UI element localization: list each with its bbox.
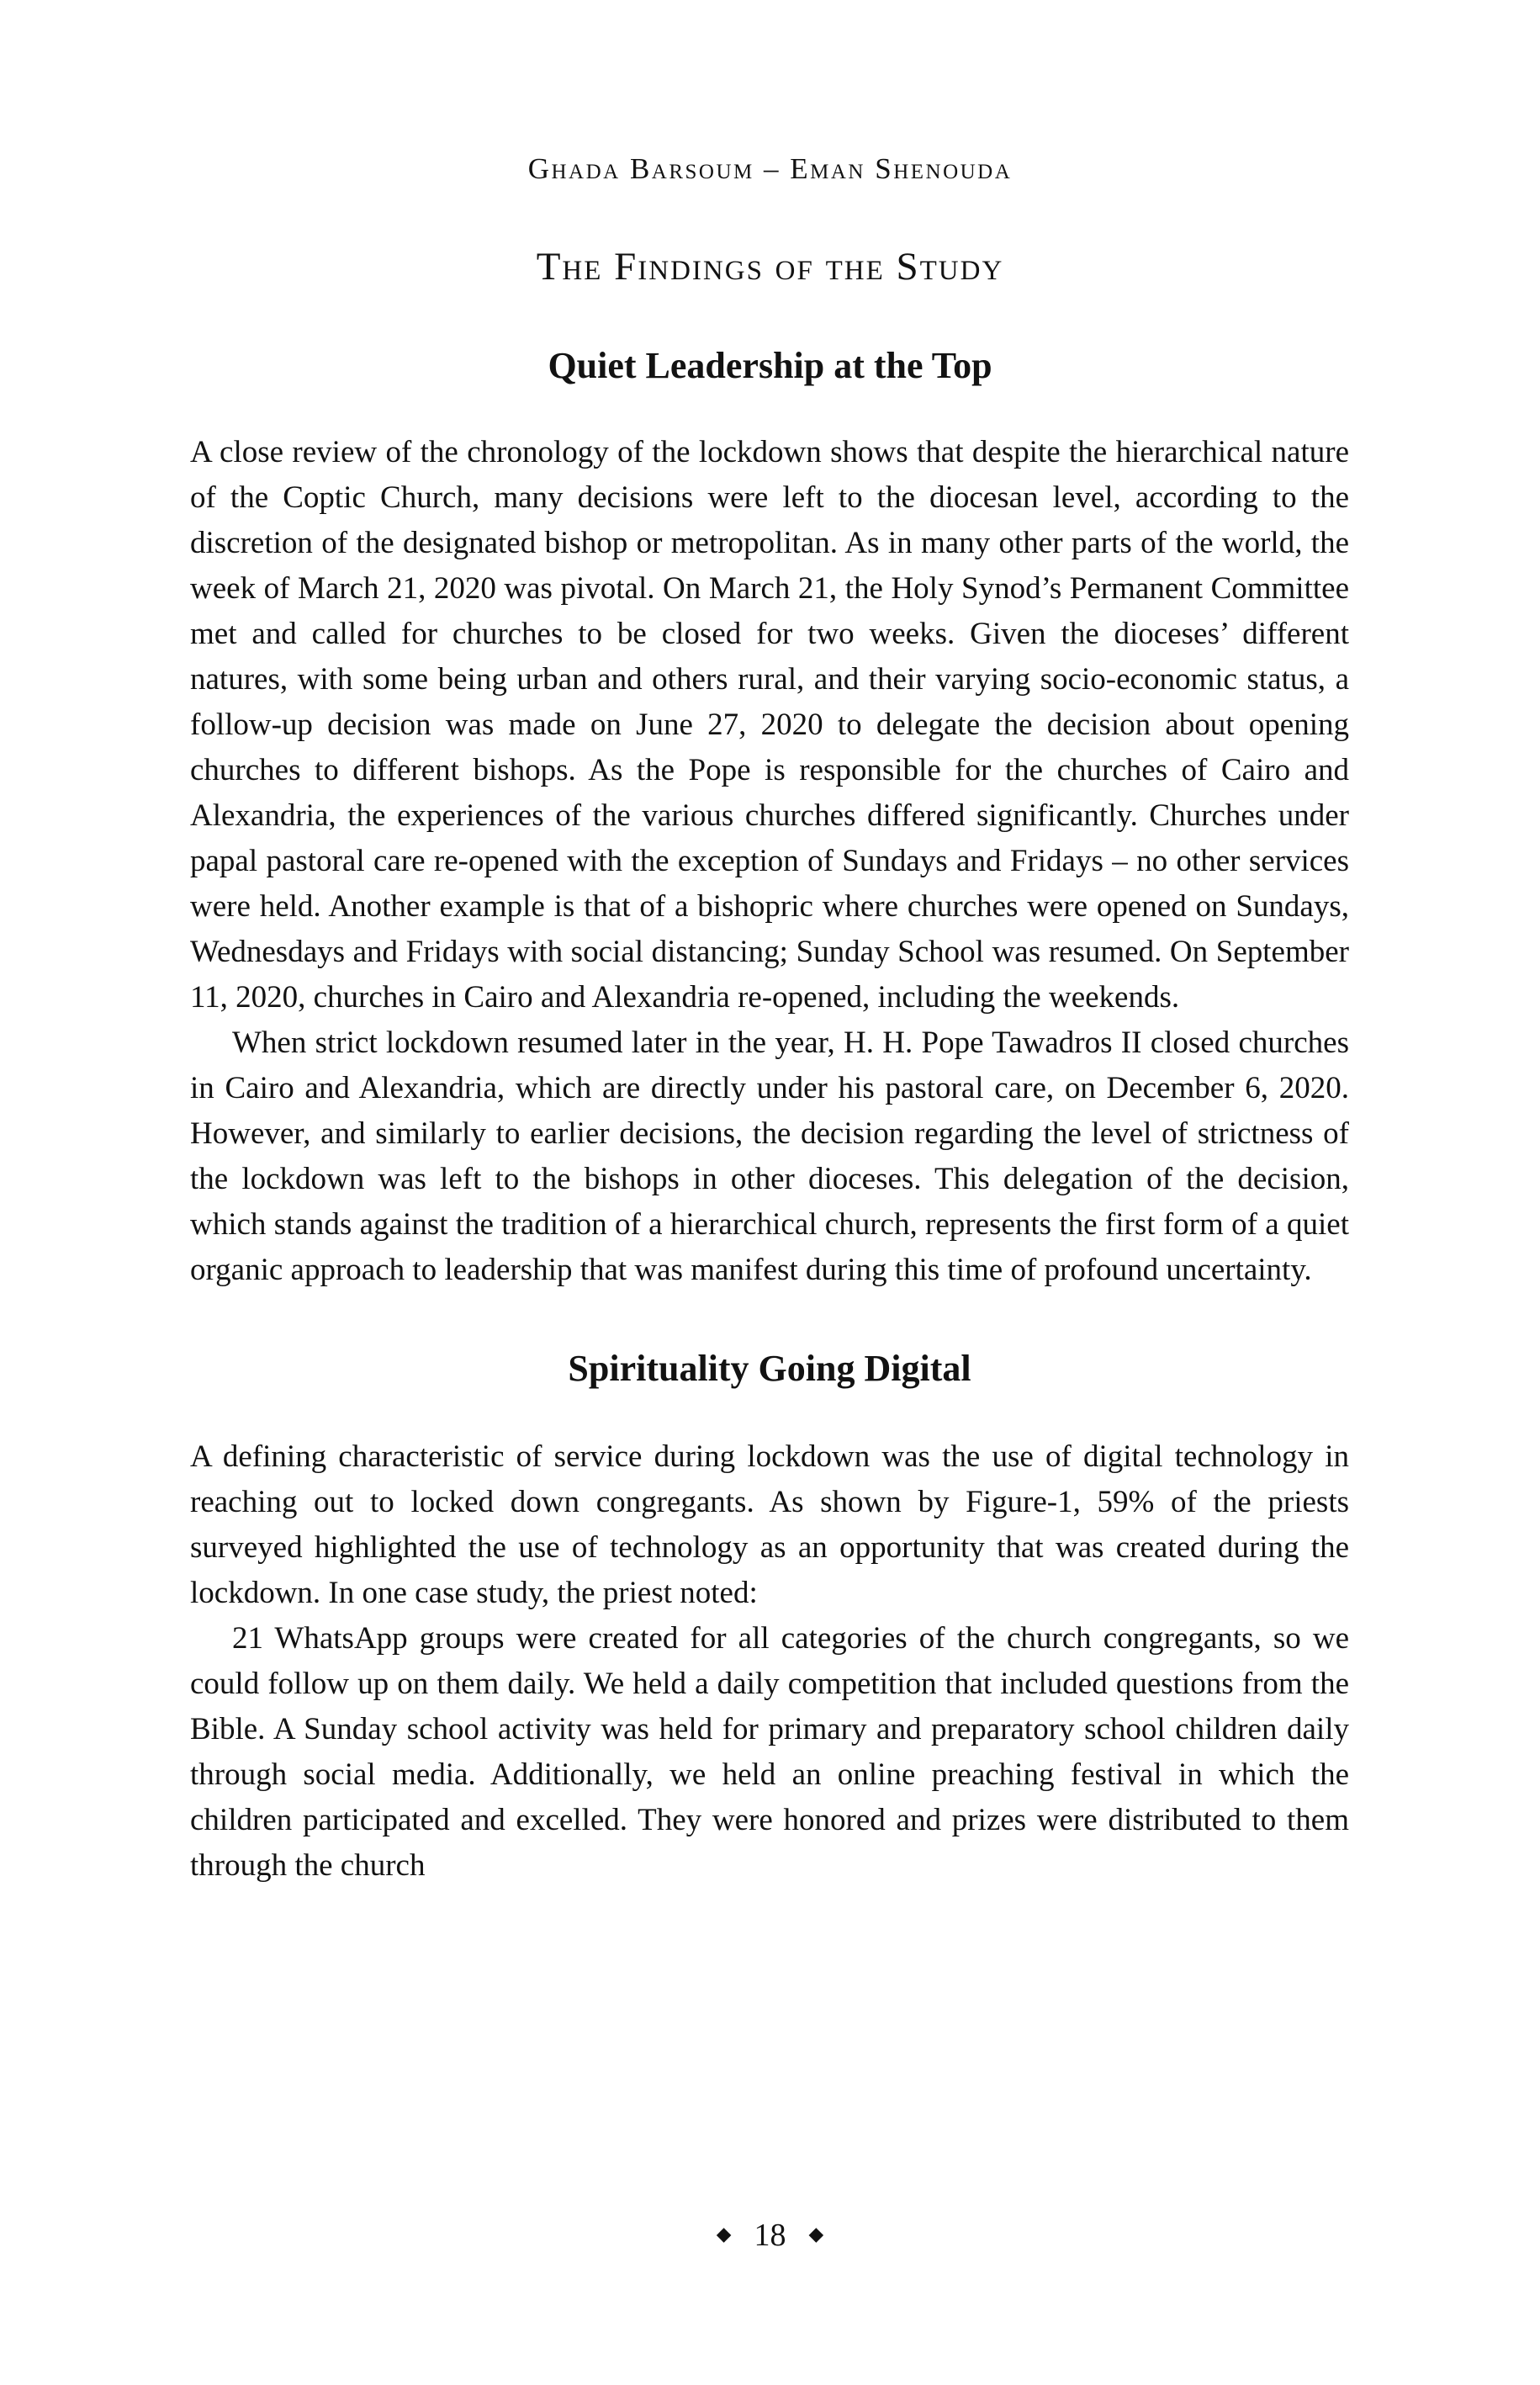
- page-number: 18: [754, 2218, 786, 2253]
- running-head: Ghada Barsoum – Eman Shenouda: [527, 152, 1013, 185]
- diamond-ornament-right: ◆: [808, 2223, 824, 2245]
- body-text: [190, 430, 1349, 1889]
- paragraph-lockdown-chronology: A close review of the chronology of the lockdown shows that despite the hierarchical nature of the Coptic Church, many decisions were left to the diocesan level, according to the discretion of the designated bishop or metropolitan. As in many other parts of the world, the week of March 21, 2020 was pivotal. On March 21, the Holy Synod’s Permanent Committee met and called for churches to be closed for two weeks. Given the dioceses’ different natures, with some being urban and others rural, and their varying socio-economic status, a follow-up decision was made on June 27, 2020 to delegate the decision about opening churches to different bishops. As the Pope is responsible for the churches of Cairo and Alexandria, the experiences of the various churches differed significantly. Churches under papal pastoral care re-opened with the exception of Sundays and Fridays – no other services were held. Another example is that of a bishopric where churches were opened on Sundays, Wednesdays and Fridays with social distancing; Sunday School was resumed. On September 11, 2020, churches in Cairo and Alexandria re-opened, including the weekends.: [190, 435, 1349, 1015]
- subsection-heading-quiet-leadership: Quiet Leadership at the Top: [548, 345, 992, 386]
- paragraph-whatsapp-quote: 21 WhatsApp groups were created for all categories of the church congregants, so we could follow up on them daily. We held a daily competition that included questions from the Bible. A Sunday school activity was held for primary and preparatory school children daily through social media. Additionally, we held an online preaching festival in which the children participated and excelled. They were honored and prizes were distributed to them through the church: [190, 1621, 1349, 1883]
- paragraph-strict-lockdown: When strict lockdown resumed later in the year, H. H. Pope Tawadros II closed churches in Cairo and Alexandria, which are directly under his pastoral care, on December 6, 2020. However, and similarly to earlier decisions, the decision regarding the level of strictness of the lockdown was left to the bishops in other dioceses. This delegation of the decision, which stands against the tradition of a hierarchical church, represents the first form of a quiet organic approach to leadership that was manifest during this time of profound uncertainty.: [190, 1026, 1349, 1287]
- paragraph-digital-technology: A defining characteristic of service during lockdown was the use of digital technology in reaching out to locked down congregants. As shown by Figure-1, 59% of the priests surveyed highlighted the use of technology as an opportunity that was created during the lockdown. In one case study, the priest noted:: [190, 1439, 1349, 1610]
- page-footer: [0, 2216, 1540, 2254]
- diamond-ornament-left: ◆: [716, 2223, 732, 2245]
- subsection-heading-spirituality-digital: Spirituality Going Digital: [568, 1348, 971, 1389]
- section-title: The Findings of the Study: [536, 245, 1004, 289]
